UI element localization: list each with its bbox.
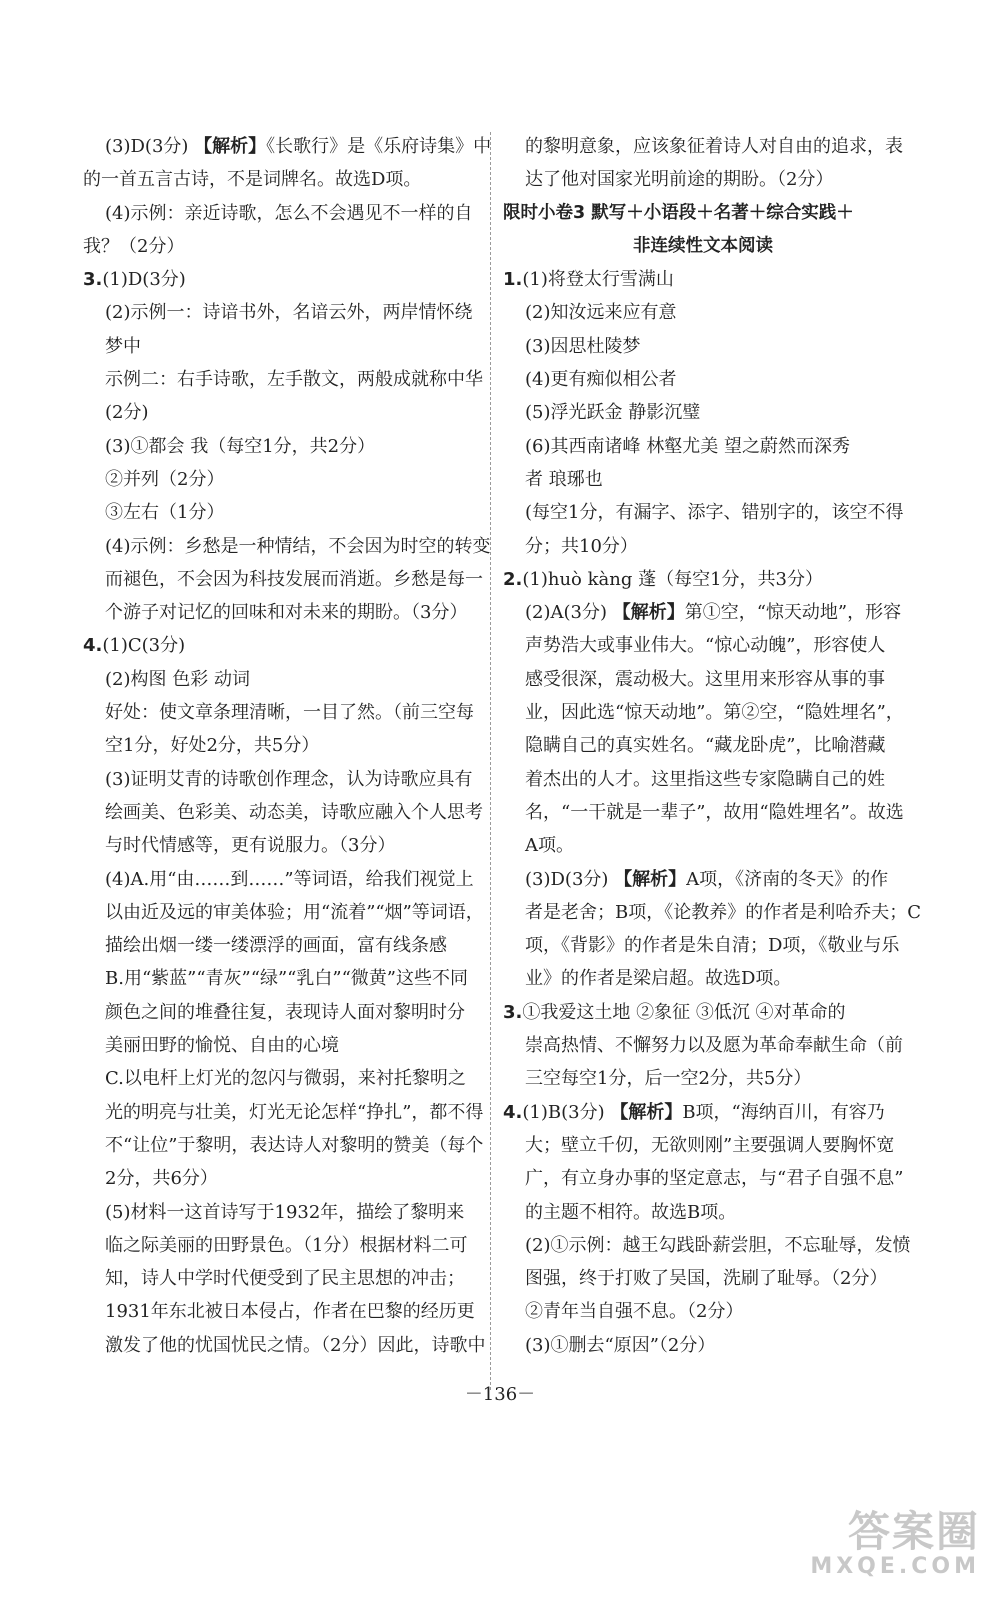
line-text: (6)其西南诸峰 林壑尤美 望之蔚然而深秀 xyxy=(525,435,850,457)
text-line xyxy=(503,430,903,463)
line-text: 激发了他的忧国忧民之情。（2分）因此，诗歌中 xyxy=(105,1334,486,1356)
text-line xyxy=(503,929,903,962)
line-text: 空1分，好处2分，共5分） xyxy=(105,735,320,757)
line-text: 绘画美、色彩美、动态美，诗歌应融入个人思考 xyxy=(105,801,483,823)
line-text: 与时代情感等，更有说服力。（3分） xyxy=(105,835,396,857)
analysis-keyword: 【解析】 xyxy=(614,868,687,890)
line-text: (2)A(3分) 【解析】第①空，“惊天动地”，形容 xyxy=(525,602,902,624)
text-line xyxy=(83,896,483,929)
question-number: 1. xyxy=(503,269,523,291)
line-text: (3)证明艾青的诗歌创作理念，认为诗歌应具有 xyxy=(105,768,473,790)
text-line xyxy=(83,130,492,163)
text-line xyxy=(83,1329,486,1362)
text-line xyxy=(83,1229,483,1262)
text-line xyxy=(503,363,903,396)
text-line xyxy=(83,296,483,329)
text-line xyxy=(83,696,483,729)
text-line xyxy=(503,596,903,629)
line-text: (4)示例：乡愁是一种情结，不会因为时空的转变 xyxy=(105,535,491,557)
text-line xyxy=(83,1129,483,1162)
text-line xyxy=(83,1029,483,1062)
line-text: (2分) xyxy=(105,402,149,424)
text-line xyxy=(503,263,903,296)
text-line xyxy=(83,163,483,196)
text-line xyxy=(503,163,903,196)
question-number: 3. xyxy=(83,269,103,291)
watermark-text-zh: 答案圈 xyxy=(847,1507,980,1556)
line-text: 者是老舍；B项，《论教养》的作者是利哈乔夫；C xyxy=(525,901,921,923)
line-text: 的黎明意象，应该象征着诗人对自由的追求，表 xyxy=(525,136,903,157)
text-line xyxy=(83,996,483,1029)
line-text: 1931年东北被日本侵占，作者在巴黎的经历更 xyxy=(105,1301,475,1323)
text-line xyxy=(503,330,903,363)
text-line xyxy=(503,663,903,696)
line-text: (2)示例一：诗谙书外，名谙云外，两岸情怀绕 xyxy=(105,302,473,324)
text-line xyxy=(83,663,483,696)
text-line xyxy=(503,996,903,1029)
text-line xyxy=(83,1196,483,1229)
line-text: 光的明亮与壮美，灯光无论怎样“挣扎”，都不得 xyxy=(105,1101,484,1123)
line-text: (1)将登太行雪满山 xyxy=(522,269,674,291)
line-text: (1)D(3分) xyxy=(102,269,186,291)
text-line xyxy=(503,1096,903,1129)
text-line xyxy=(503,829,903,862)
line-text: (1)B(3分) 【解析】B项，“海纳百川，有容乃 xyxy=(522,1101,885,1123)
text-line xyxy=(503,696,903,729)
section-header xyxy=(503,230,903,263)
line-text: 不“让位”于黎明，表达诗人对黎明的赞美（每个 xyxy=(105,1134,484,1156)
text-line xyxy=(83,530,491,563)
line-text: 业，因此选“惊天动地”。第②空，“隐姓埋名”， xyxy=(525,702,904,724)
line-text: 好处：使文章条理清晰，一目了然。（前三空每 xyxy=(105,702,474,724)
text-line xyxy=(503,796,903,829)
text-line xyxy=(83,430,483,463)
question-number: 4. xyxy=(503,1101,523,1123)
line-text: 美丽田野的愉悦、自由的心境 xyxy=(105,1035,339,1057)
line-text: 我？（2分） xyxy=(83,235,185,257)
question-number: 2. xyxy=(503,568,523,590)
line-text: 广，有立身办事的坚定意志，与“君子自强不息” xyxy=(525,1168,904,1190)
line-text: 声势浩大或事业伟大。“惊心动魄”，形容使人 xyxy=(525,635,886,657)
text-line xyxy=(503,1029,903,1062)
line-text: 非连续性文本阅读 xyxy=(633,235,773,256)
line-text: 名，“一干就是一辈子”，故用“隐姓埋名”。故选 xyxy=(525,801,904,823)
text-line xyxy=(83,863,483,896)
text-line xyxy=(83,330,483,363)
text-line xyxy=(503,563,903,596)
line-text: 以由近及远的审美体验；用“流着”“烟”等词语， xyxy=(105,901,484,923)
question-number: 4. xyxy=(83,635,103,657)
text-line xyxy=(83,197,483,230)
text-line xyxy=(503,1129,903,1162)
line-text: C.以电杆上灯光的忽闪与微弱，来衬托黎明之 xyxy=(105,1068,466,1090)
line-text: 分；共10分） xyxy=(525,535,638,557)
line-text: 颜色之间的堆叠往复，表现诗人面对黎明时分 xyxy=(105,1001,465,1023)
text-line xyxy=(83,1295,483,1328)
line-text: 的一首五言古诗，不是词牌名。故选D项。 xyxy=(83,169,422,191)
line-text: 着杰出的人才。这里指这些专家隐瞒自己的姓 xyxy=(525,768,885,790)
text-line xyxy=(503,1196,903,1229)
question-number: 3. xyxy=(503,1001,523,1023)
text-line xyxy=(503,296,903,329)
text-line xyxy=(83,496,483,529)
line-text: 2分，共6分） xyxy=(105,1168,218,1190)
text-line xyxy=(83,1162,483,1195)
line-text: 图强，终于打败了吴国，洗刷了耻辱。（2分） xyxy=(525,1268,888,1290)
text-line xyxy=(83,396,483,429)
page-number: －136－ xyxy=(464,1384,536,1405)
text-line xyxy=(83,230,483,263)
text-line xyxy=(503,1062,903,1095)
line-text: (3)D(3分) 【解析】A项，《济南的冬天》的作 xyxy=(525,868,889,890)
line-text: 三空每空1分，后一空2分，共5分） xyxy=(525,1068,812,1090)
line-text: 限时小卷3 默写＋小语段＋名著＋综合实践＋ xyxy=(503,202,854,223)
text-line xyxy=(83,729,483,762)
line-text: ②青年当自强不息。（2分） xyxy=(525,1301,744,1323)
text-line xyxy=(503,1262,903,1295)
text-line xyxy=(83,763,483,796)
line-text: A项。 xyxy=(525,835,574,857)
line-text: 隐瞒自己的真实姓名。“藏龙卧虎”，比喻潜藏 xyxy=(525,735,886,757)
section-header xyxy=(503,197,903,230)
line-text: (2)构图 色彩 动词 xyxy=(105,668,250,690)
text-line xyxy=(83,596,483,629)
line-text: 崇高热情、不懈努力以及愿为革命奉献生命（前 xyxy=(525,1035,903,1057)
line-text: (4)更有痴似相公者 xyxy=(525,369,677,391)
line-text: (5)材料一这首诗写于1932年，描绘了黎明来 xyxy=(105,1201,465,1223)
text-line xyxy=(503,1162,903,1195)
line-text: 者 琅琊也 xyxy=(525,468,603,490)
line-text: 感受很深，震动极大。这里用来形容从事的事 xyxy=(525,668,885,690)
text-line xyxy=(503,896,921,929)
watermark-logo xyxy=(770,1507,980,1582)
text-line xyxy=(503,530,903,563)
text-line xyxy=(503,1295,903,1328)
line-text: 示例二：右手诗歌，左手散文，两般成就称中华 xyxy=(105,369,483,391)
line-text: (2)①示例：越王勾践卧薪尝胆，不忘耻辱，发愤 xyxy=(525,1234,911,1256)
text-line xyxy=(83,796,483,829)
line-text: 描绘出烟一缕一缕漂浮的画面，富有线条感 xyxy=(105,935,447,957)
line-text: B.用“紫蓝”“青灰”“绿”“乳白”“微黄”这些不同 xyxy=(105,968,468,990)
text-line xyxy=(503,962,903,995)
line-text: (5)浮光跃金 静影沉璧 xyxy=(525,402,701,424)
line-text: (2)知汝远来应有意 xyxy=(525,302,677,324)
text-line xyxy=(83,829,483,862)
text-line xyxy=(503,729,903,762)
watermark-text-en: MXQE.COM xyxy=(810,1554,980,1579)
line-text: 大；壁立千仞，无欲则刚”主要强调人要胸怀宽 xyxy=(525,1134,895,1156)
line-text: (每空1分，有漏字、添字、错别字的，该空不得 xyxy=(525,502,904,524)
text-line xyxy=(503,496,903,529)
text-line xyxy=(83,1262,483,1295)
text-line xyxy=(503,463,903,496)
line-text: (1)huò kàng 蓬（每空1分，共3分） xyxy=(522,568,823,590)
line-text: 临之际美丽的田野景色。（1分）根据材料二可 xyxy=(105,1234,468,1256)
line-text: (3)因思杜陵梦 xyxy=(525,335,641,357)
line-text: 项，《背影》的作者是朱自清；D项，《敬业与乐 xyxy=(525,935,900,957)
line-text: 达了他对国家光明前途的期盼。（2分） xyxy=(525,169,834,191)
line-text: (4)示例：亲近诗歌，怎么不会遇见不一样的自 xyxy=(105,202,473,224)
text-line xyxy=(503,1229,911,1262)
line-text: ②并列（2分） xyxy=(105,468,225,490)
line-text: 的主题不相符。故选B项。 xyxy=(525,1201,737,1223)
right-column xyxy=(503,130,921,1362)
analysis-keyword: 【解析】 xyxy=(194,136,267,157)
text-line xyxy=(503,1329,903,1362)
text-line xyxy=(503,396,903,429)
line-text: ①我爱这土地 ②象征 ③低沉 ④对革命的 xyxy=(522,1001,846,1023)
text-line xyxy=(503,629,903,662)
text-line xyxy=(83,363,483,396)
text-line xyxy=(83,929,483,962)
line-text: 梦中 xyxy=(105,335,141,357)
line-text: ③左右（1分） xyxy=(105,502,225,524)
line-text: (3)①删去“原因”（2分） xyxy=(525,1334,716,1356)
analysis-keyword: 【解析】 xyxy=(610,1101,683,1123)
line-text: (3)D(3分) 【解析】《长歌行》是《乐府诗集》中 xyxy=(105,136,492,157)
text-line xyxy=(83,263,483,296)
text-line xyxy=(503,763,903,796)
analysis-keyword: 【解析】 xyxy=(612,602,685,624)
text-line xyxy=(503,863,903,896)
left-column xyxy=(83,130,492,1362)
line-text: 个游子对记忆的回味和对未来的期盼。（3分） xyxy=(105,602,468,624)
column-divider xyxy=(490,132,491,1390)
line-text: 知，诗人中学时代便受到了民主思想的冲击； xyxy=(105,1268,465,1290)
text-line xyxy=(83,1096,483,1129)
line-text: (4)A.用“由……到……”等词语，给我们视觉上 xyxy=(105,868,474,890)
line-text: (1)C(3分) xyxy=(102,635,186,657)
line-text: 业》的作者是梁启超。故选D项。 xyxy=(525,968,792,990)
text-line xyxy=(83,1062,483,1095)
text-line xyxy=(83,563,483,596)
text-line xyxy=(503,130,903,163)
line-text: (3)①都会 我（每空1分，共2分） xyxy=(105,435,376,457)
text-line xyxy=(83,463,483,496)
line-text: 而褪色，不会因为科技发展而消逝。乡愁是每一 xyxy=(105,568,483,590)
text-line xyxy=(83,629,483,662)
text-line xyxy=(83,962,483,995)
